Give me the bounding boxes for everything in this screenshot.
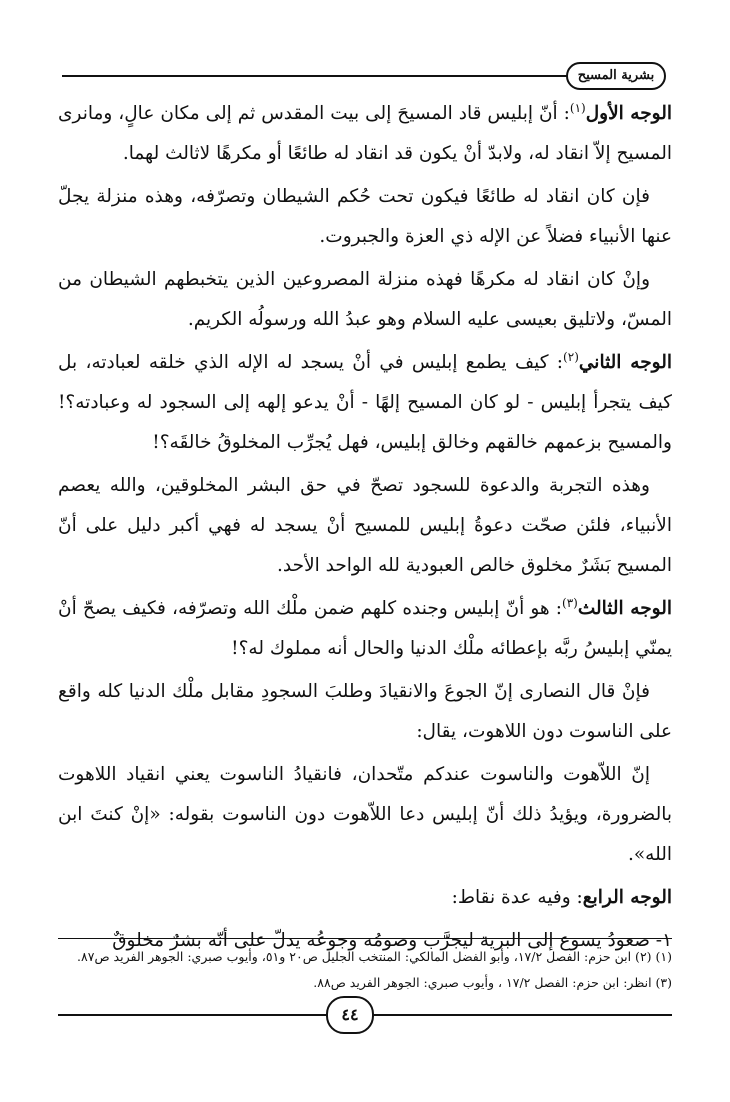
section-heading: الوجه الثاني [578,352,672,373]
paragraph-3 [58,260,672,340]
paragraph-text: ١- صعودُ يسوع إلى البرية ليجرَّب وصومُه وجوعُه يدلّ على أنّه بشرٌ مخلوقٌ [112,930,672,951]
footnote-2: (٣) انظر: ابن حزم: الفصل ١٧/٢ ، وأيوب صبري: الجوهر الفريد ص٨٨. [313,975,672,990]
paragraph-2 [58,177,672,257]
section-heading: الوجه الأول [585,103,672,124]
paragraph-text: وإنْ كان انقاد له مكرهًا فهذه منزلة المصروعين الذين يتخبطهم الشيطان من المسّ، ولاتليق بعيسى عليه السلام وهو عبدُ الله ورسولُه الكريم. [58,269,672,330]
footnote-separator [58,938,672,939]
footnote-1: (١) (٢) ابن حزم: الفصل ١٧/٢، وأبو الفضل المالكي: المنتخب الجليل ص٢٠ و٥١، وأيوب صبري: الجوهر الفريد ص٨٧. [77,949,672,964]
paragraph-text: إنّ اللاّهوت والناسوت عندكم متّحدان، فانقيادُ الناسوت يعني انقياد اللاهوت بالضرورة، ويؤيدُ ذلك أنّ إبليس دعا اللاّهوت دون الناسوت بقوله: «إنْ كنتَ ابن الله». [58,764,672,865]
paragraph-text: : أنّ إبليس قاد المسيحَ إلى بيت المقدس ثم إلى مكان عالٍ، ومانرى المسيح إلاّ انقاد له، ولابدّ أنْ يكون قد انقاد له طائعًا أو مكرهًا لاثالث لهما. [58,103,672,164]
section-heading: الوجه الرابع [582,887,672,908]
page-number: ٤٤ [326,996,374,1034]
body-text [58,94,672,964]
paragraph-6 [58,589,672,669]
section-heading: الوجه الثالث [577,598,672,619]
paragraph-text: : كيف يطمع إبليس في أنْ يسجد له الإله الذي خلقه لعبادته، بل كيف يتجرأ إبليس - لو كان المسيح إلهًا - أنْ يدعو إلهه إلى السجود له وعبادته؟! والمسيح بزعمهم خالقهم وخالق إبليس، فهل يُجرِّب المخلوقُ خالقَه؟! [58,352,672,453]
header-rule [62,75,642,77]
paragraph-7 [58,672,672,752]
paragraph-1 [58,94,672,174]
running-header: بشرية المسيح [566,62,666,90]
paragraph-9 [58,878,672,918]
footnote-ref: (١) [569,100,586,115]
footnotes [58,944,672,996]
paragraph-text: : وفيه عدة نقاط: [451,887,583,908]
paragraph-text: وهذه التجربة والدعوة للسجود تصحّ في حق البشر المخلوقين، والله يعصم الأنبياء، فلئن صحّت دعوةُ إبليس للمسيح أنْ يسجد له فهي أكبر دليل على أنّ المسيح بَشَرٌ مخلوق خالص العبودية لله الواحد الأحد. [58,475,672,576]
paragraph-8 [58,755,672,875]
footnote-ref: (٣) [562,595,578,610]
paragraph-text: فإنْ قال النصارى إنّ الجوعَ والانقيادَ وطلبَ السجودِ مقابل ملْك الدنيا كله واقع على الناسوت دون اللاهوت، يقال: [58,681,672,742]
footnote-ref: (٢) [563,349,579,364]
paragraph-4 [58,343,672,463]
paragraph-text: : هو أنّ إبليس وجنده كلهم ضمن ملْك الله وتصرّفه، فكيف يصحّ أنْ يمنّي إبليسُ ربَّه بإعطائه ملْك الدنيا والحال أنه مملوك له؟! [58,598,672,659]
paragraph-text: فإن كان انقاد له طائعًا فيكون تحت حُكم الشيطان وتصرّفه، وهذه منزلة يجلّ عنها الأنبياء فضلاً عن الإله ذي العزة والجبروت. [58,186,672,247]
paragraph-5 [58,466,672,586]
